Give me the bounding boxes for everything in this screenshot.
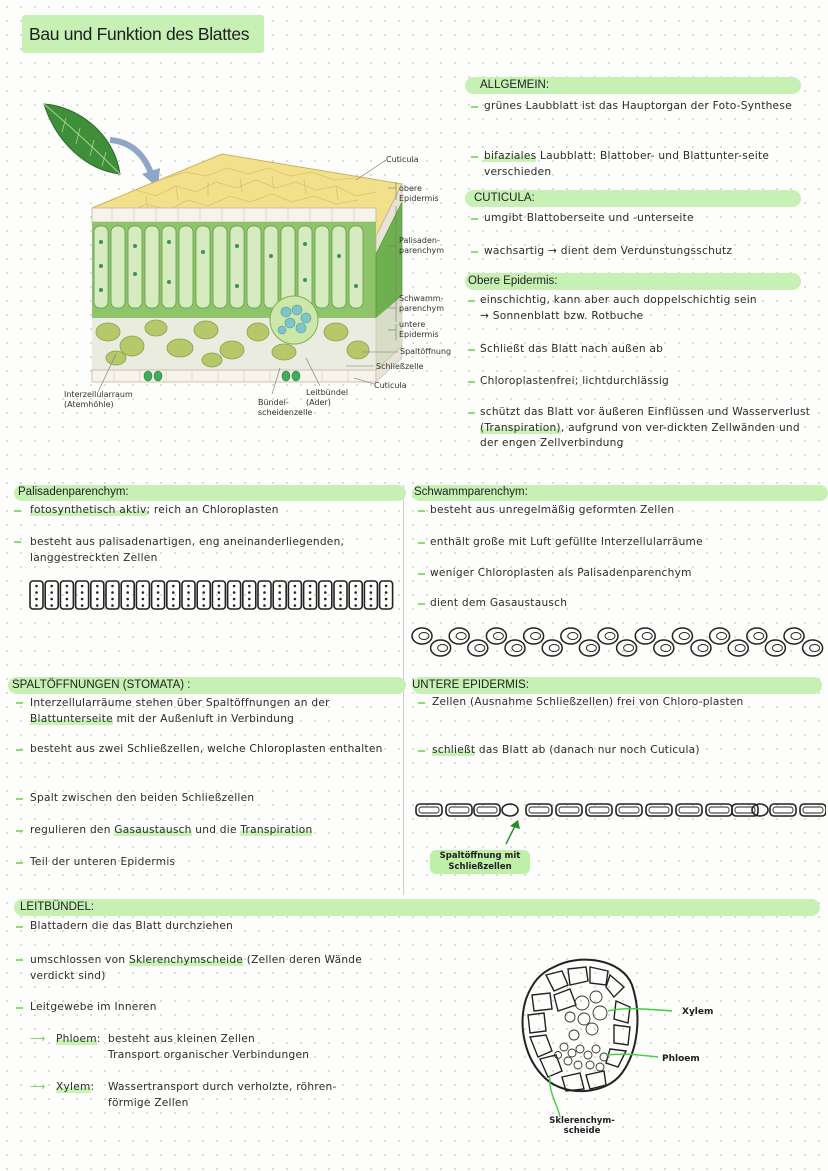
bullet-dash	[418, 702, 425, 704]
fig-label-phloem: Phloem	[662, 1054, 700, 1064]
fig-label-xylem: Xylem	[682, 1007, 714, 1017]
label-schliesszelle: Schließzelle	[376, 362, 424, 371]
obere-epidermis-b1-sub: → Sonnenblatt bzw. Rotbuche	[480, 310, 644, 322]
heading-leitbuendel: LEITBÜNDEL:	[20, 901, 95, 913]
palisade-cells-sketch	[28, 578, 398, 612]
allgemein-b1: grünes Laubblatt ist das Hauptorgan der Foto-Synthese	[484, 100, 792, 112]
label-obere-epidermis: obere Epidermis	[399, 184, 439, 203]
obere-epidermis-b4: schützt das Blatt vor äußeren Einflüssen und Wasserverlust (Transpiration), aufgrund von ver-dickten Zellwänden und der engen Zellverbindung	[480, 406, 811, 449]
leitbuendel-b2: umschlossen von Sklerenchymscheide (Zellen deren Wände verdickt sind)	[30, 954, 363, 982]
bullet-dash	[16, 1007, 23, 1009]
bullet-dash	[14, 510, 21, 512]
phloem-text-2: Transport organischer Verbindungen	[108, 1049, 310, 1061]
untere-epidermis-b1: Zellen (Ausnahme Schließzellen) frei von Chloro-plasten	[432, 696, 744, 708]
schwamm-b1: besteht aus unregelmäßig geformten Zellen	[430, 504, 675, 516]
label-untere-epidermis: untere Epidermis	[399, 320, 439, 339]
label-leitbuendel: Leitbündel (Ader)	[306, 388, 349, 407]
stomata-b5: Teil der unteren Epidermis	[30, 856, 176, 868]
bullet-dash	[418, 603, 425, 605]
heading-palisaden: Palisadenparenchym:	[18, 486, 129, 498]
obere-epidermis-b3: Chloroplastenfrei; lichtdurchlässig	[480, 375, 670, 387]
heading-obere-epidermis: Obere Epidermis:	[468, 275, 558, 287]
bullet-dash	[16, 959, 23, 961]
label-interzellular: Interzellularraum (Atemhöhle)	[64, 390, 133, 409]
label-cuticula-bottom: Cuticula	[374, 381, 407, 390]
leaf-cross-section-diagram	[36, 96, 460, 436]
bullet-dash	[16, 862, 23, 864]
arrow-right-icon: ⟶	[30, 1033, 46, 1045]
leitbuendel-b1: Blattadern die das Blatt durchziehen	[30, 920, 234, 932]
cuticula-b1: umgibt Blattoberseite und -unterseite	[484, 212, 694, 224]
label-spaltoeffnung: Spaltöffnung	[400, 347, 452, 356]
spongy-cells-sketch	[410, 620, 826, 664]
label-cuticula-top: Cuticula	[386, 155, 419, 164]
schwamm-b4: dient dem Gasaustausch	[430, 597, 568, 609]
label-spaltoeffnung-schliesszellen: Spaltöffnung mit Schließzellen	[430, 850, 530, 874]
schwamm-b3: weniger Chloroplasten als Palisadenparenchym	[430, 567, 692, 579]
arrow-right-icon: →	[480, 310, 493, 322]
heading-untere-epidermis: UNTERE EPIDERMIS:	[412, 679, 529, 691]
bullet-dash	[471, 218, 478, 220]
phloem-label: Phloem:	[56, 1033, 101, 1045]
bullet-dash	[418, 510, 425, 512]
arrow-right-icon: →	[548, 245, 558, 257]
stomata-b3: Spalt zwischen den beiden Schließzellen	[30, 792, 255, 804]
page-title-box	[22, 15, 264, 53]
schwamm-b2: enthält große mit Luft gefüllte Interzellularräume	[430, 536, 703, 548]
palisaden-b2: besteht aus palisadenartigen, eng aneinanderliegenden, langgestreckten Zellen	[30, 536, 345, 564]
bullet-dash	[14, 541, 21, 543]
untere-epidermis-b2: schließt das Blatt ab (danach nur noch Cuticula)	[432, 744, 700, 756]
heading-bar-leitbuendel	[14, 899, 820, 916]
stomata-b2: besteht aus zwei Schließzellen, welche Chloroplasten enthalten	[30, 743, 383, 755]
palisaden-b1: fotosynthetisch aktiv; reich an Chloroplasten	[30, 504, 279, 516]
arrow-right-icon: ⟶	[30, 1081, 46, 1093]
bullet-dash	[418, 750, 425, 752]
bullet-dash	[471, 106, 478, 108]
heading-allgemein: ALLGEMEIN:	[480, 79, 550, 91]
bullet-dash	[418, 542, 425, 544]
xylem-text: Wassertransport durch verholzte, röhren-förmige Zellen	[108, 1081, 337, 1109]
heading-stomata: SPALTÖFFNUNGEN (STOMATA) :	[12, 679, 191, 691]
cuticula-b2: wachsartig → dient dem Verdunstungsschutz	[484, 245, 733, 257]
bullet-dash	[16, 798, 23, 800]
stomata-b1: Interzellularräume stehen über Spaltöffnungen an der Blattunterseite mit der Außenluft in Verbindung	[30, 697, 330, 725]
obere-epidermis-b1: einschichtig, kann aber auch doppelschichtig sein	[480, 294, 757, 306]
heading-cuticula: CUTICULA:	[474, 192, 535, 204]
bullet-dash	[16, 830, 23, 832]
bullet-dash	[418, 573, 425, 575]
leaf-icon	[44, 104, 120, 174]
label-buendelscheide: Bündel-scheidenzelle	[258, 398, 313, 417]
label-palisaden: Palisaden-parenchym	[399, 236, 445, 255]
bullet-dash	[468, 381, 475, 383]
bullet-dash	[16, 926, 23, 928]
lower-epidermis-sketch	[410, 796, 826, 846]
bullet-dash	[471, 156, 478, 158]
heading-schwamm: Schwammparenchym:	[414, 486, 528, 498]
xylem-label: Xylem:	[56, 1081, 95, 1093]
bullet-dash	[16, 702, 23, 704]
pointer-arrow-icon	[506, 820, 520, 844]
obere-epidermis-b2: Schließt das Blatt nach außen ab	[480, 343, 664, 355]
bullet-dash	[468, 412, 475, 414]
label-schwamm: Schwamm-parenchym	[399, 294, 445, 313]
page-title: Bau und Funktion des Blattes	[29, 24, 250, 44]
stomata-b4: regulieren den Gasaustausch und die Transpiration	[30, 824, 313, 836]
leitbuendel-b3: Leitgewebe im Inneren	[30, 1001, 157, 1013]
allgemein-b2: bifaziales Laubblatt: Blattober- und Blattunter-seite verschieden	[484, 150, 770, 178]
fig-label-sklerenchym: Sklerenchym-scheide	[549, 1116, 615, 1136]
bullet-dash	[471, 251, 478, 253]
bullet-dash	[468, 349, 475, 351]
bullet-dash	[16, 749, 23, 751]
bullet-dash	[468, 300, 475, 302]
phloem-text-1: besteht aus kleinen Zellen	[108, 1033, 256, 1045]
